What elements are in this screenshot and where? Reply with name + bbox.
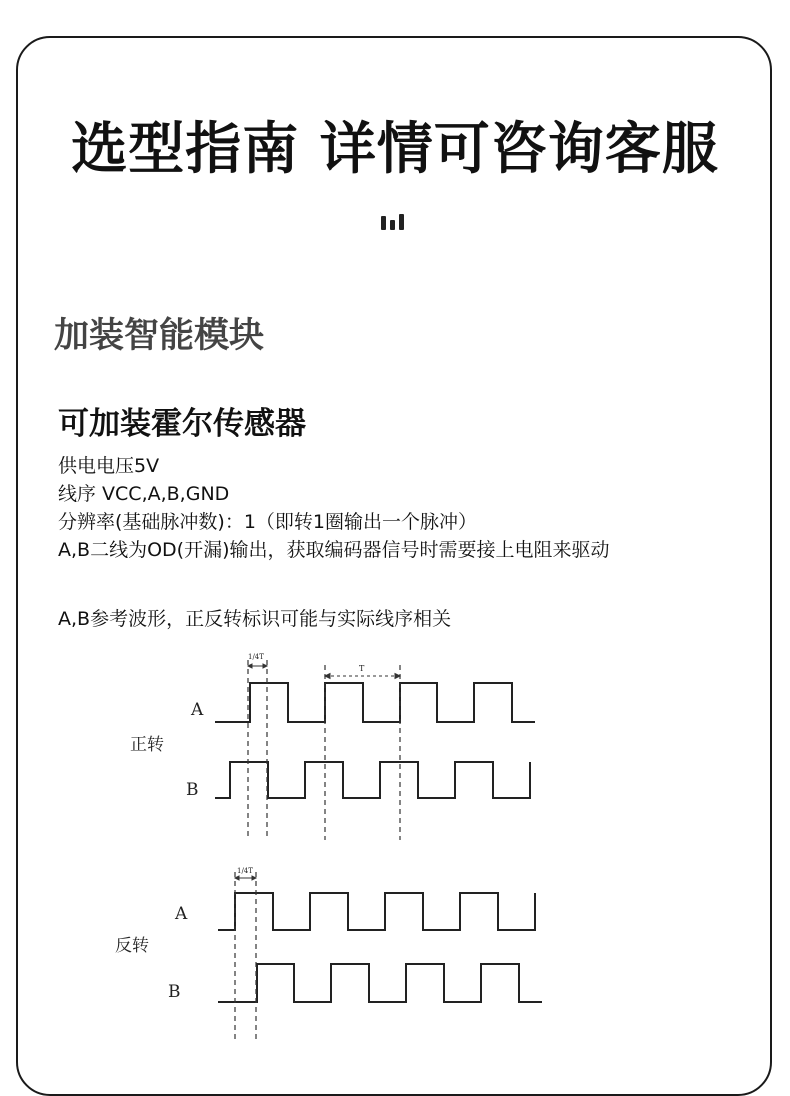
spec-output: A,B二线为OD(开漏)输出，获取编码器信号时需要接上电阻来驱动 bbox=[58, 539, 610, 561]
spec-voltage: 供电电压5V bbox=[58, 455, 160, 477]
forward-a-waveform bbox=[215, 683, 535, 722]
reverse-quarter-period-label: 1/4T bbox=[237, 867, 253, 875]
waveform-diagram bbox=[0, 640, 790, 1058]
forward-period-label: T bbox=[359, 664, 365, 673]
reverse-channel-a-label: A bbox=[175, 904, 188, 924]
waveform-note: A,B参考波形，正反转标识可能与实际线序相关 bbox=[58, 608, 452, 630]
bars-divider-icon bbox=[381, 210, 411, 230]
reverse-direction-label: 反转 bbox=[115, 936, 149, 956]
spec-wiring: 线序 VCC,A,B,GND bbox=[58, 483, 230, 505]
forward-quarter-period-label: 1/4T bbox=[248, 653, 264, 661]
spec-list bbox=[58, 452, 609, 564]
forward-direction-label: 正转 bbox=[130, 735, 164, 755]
forward-channel-a-label: A bbox=[191, 700, 204, 720]
spec-resolution: 分辨率(基础脉冲数)：1（即转1圈输出一个脉冲） bbox=[58, 511, 478, 533]
forward-channel-b-label: B bbox=[186, 780, 199, 800]
section-title: 加装智能模块 bbox=[54, 316, 265, 356]
reverse-b-waveform bbox=[218, 964, 542, 1002]
forward-b-waveform bbox=[215, 762, 530, 798]
reverse-a-waveform bbox=[218, 893, 535, 930]
module-title: 可加装霍尔传感器 bbox=[58, 406, 306, 442]
page-title: 选型指南 详情可咨询客服 bbox=[71, 117, 719, 182]
reverse-channel-b-label: B bbox=[168, 982, 181, 1002]
